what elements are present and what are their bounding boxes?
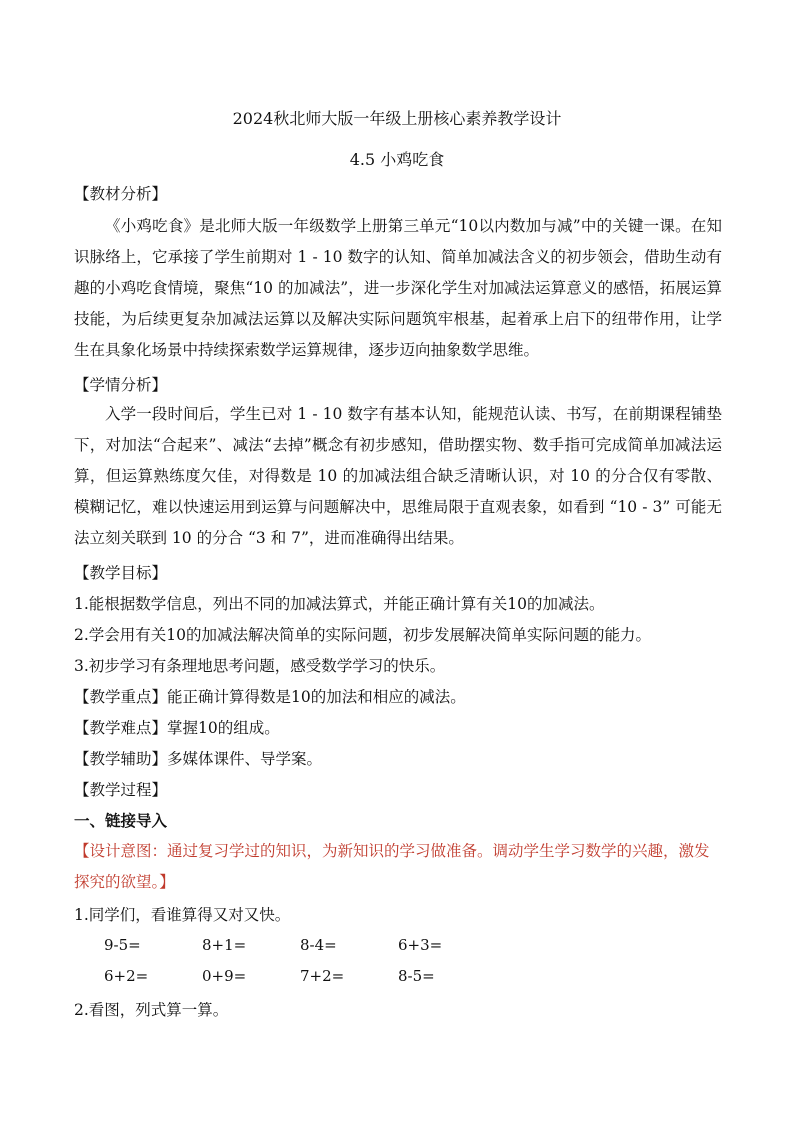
section-heading-teaching-process: 【教学过程】 [74, 781, 168, 799]
exercise-item: 7+2= [300, 967, 345, 985]
teaching-aids-line [74, 747, 322, 769]
difficulty-label: 【教学难点】 [74, 719, 168, 737]
exercise-row [104, 936, 496, 954]
document-title: 2024秋北师大版一年级上册核心素养教学设计 [232, 109, 562, 128]
section-heading-learner-analysis: 【学情分析】 [74, 376, 168, 394]
step-1-instruction: 1.同学们，看谁算得又对又快。 [74, 906, 291, 924]
paragraph-text: 入学一段时间后，学生已对 1 - 10 数字有基本认知，能规范认读、书写，在前期课程铺垫下，对加法“合起来”、减法“去掉”概念有初步感知，借助摆实物、数手指可完成简单加减法运算，但运算熟练度欠佳，对得数是 10 的加减法组合缺乏清晰认识，对 10 的分合仅有零散、模糊记忆，难以快速运用到运算与问题解决中，思维局限于直观表象，如看到 “10 - 3” 可能无法立刻关联到 10 的分合 “3 和 7”，进而准确得出结果。 [74, 405, 722, 547]
teaching-aids-label: 【教学辅助】 [74, 750, 168, 768]
exercise-item: 6+2= [104, 967, 149, 985]
difficulty-line [74, 716, 280, 738]
key-points-text: 能正确计算得数是10的加法和相应的减法。 [167, 688, 466, 706]
difficulty-text: 掌握10的组成。 [167, 719, 280, 737]
section-heading-textbook-analysis: 【教材分析】 [74, 185, 168, 203]
goal-item: 1.能根据数学信息，列出不同的加减法算式，并能正确计算有关10的加减法。 [74, 595, 605, 613]
step-2-instruction: 2.看图，列式算一算。 [74, 1001, 229, 1019]
exercise-item: 0+9= [202, 967, 247, 985]
part-heading-intro: 一、链接导入 [74, 811, 168, 830]
lesson-title: 4.5 小鸡吃食 [349, 150, 445, 169]
exercise-item: 8+1= [202, 936, 247, 954]
goal-item: 3.初步学习有条理地思考问题，感受数学学习的快乐。 [74, 657, 446, 675]
exercise-item: 8-5= [398, 967, 435, 985]
exercise-row [104, 967, 496, 985]
design-intent-note: 【设计意图：通过复习学过的知识，为新知识的学习做准备。调动学生学习数学的兴趣，激发探究的欲望。】 [74, 842, 710, 891]
paragraph-text: 《小鸡吃食》是北师大版一年级数学上册第三单元“10以内数加与减”中的关键一课。在知识脉络上，它承接了学生前期对 1 - 10 数字的认知、简单加减法含义的初步领会，借助生动有趣的小鸡吃食情境，聚焦“10 的加减法”，进一步深化学生对加减法运算意义的感悟，拓展运算技能，为后续更复杂加减法运算以及解决实际问题筑牢根基，起着承上启下的纽带作用，让学生在具象化场景中持续探索数学运算规律，逐步迈向抽象数学思维。 [74, 217, 722, 359]
exercise-item: 6+3= [398, 936, 443, 954]
key-points-label: 【教学重点】 [74, 688, 168, 706]
learner-analysis-paragraph [74, 399, 722, 554]
textbook-analysis-paragraph [74, 211, 722, 366]
key-points-line [74, 685, 466, 707]
teaching-aids-text: 多媒体课件、导学案。 [167, 750, 323, 768]
exercise-item: 9-5= [104, 936, 141, 954]
exercise-item: 8-4= [300, 936, 337, 954]
goal-item: 2.学会用有关10的加减法解决简单的实际问题，初步发展解决简单实际问题的能力。 [74, 626, 652, 644]
section-heading-teaching-goals: 【教学目标】 [74, 564, 168, 582]
